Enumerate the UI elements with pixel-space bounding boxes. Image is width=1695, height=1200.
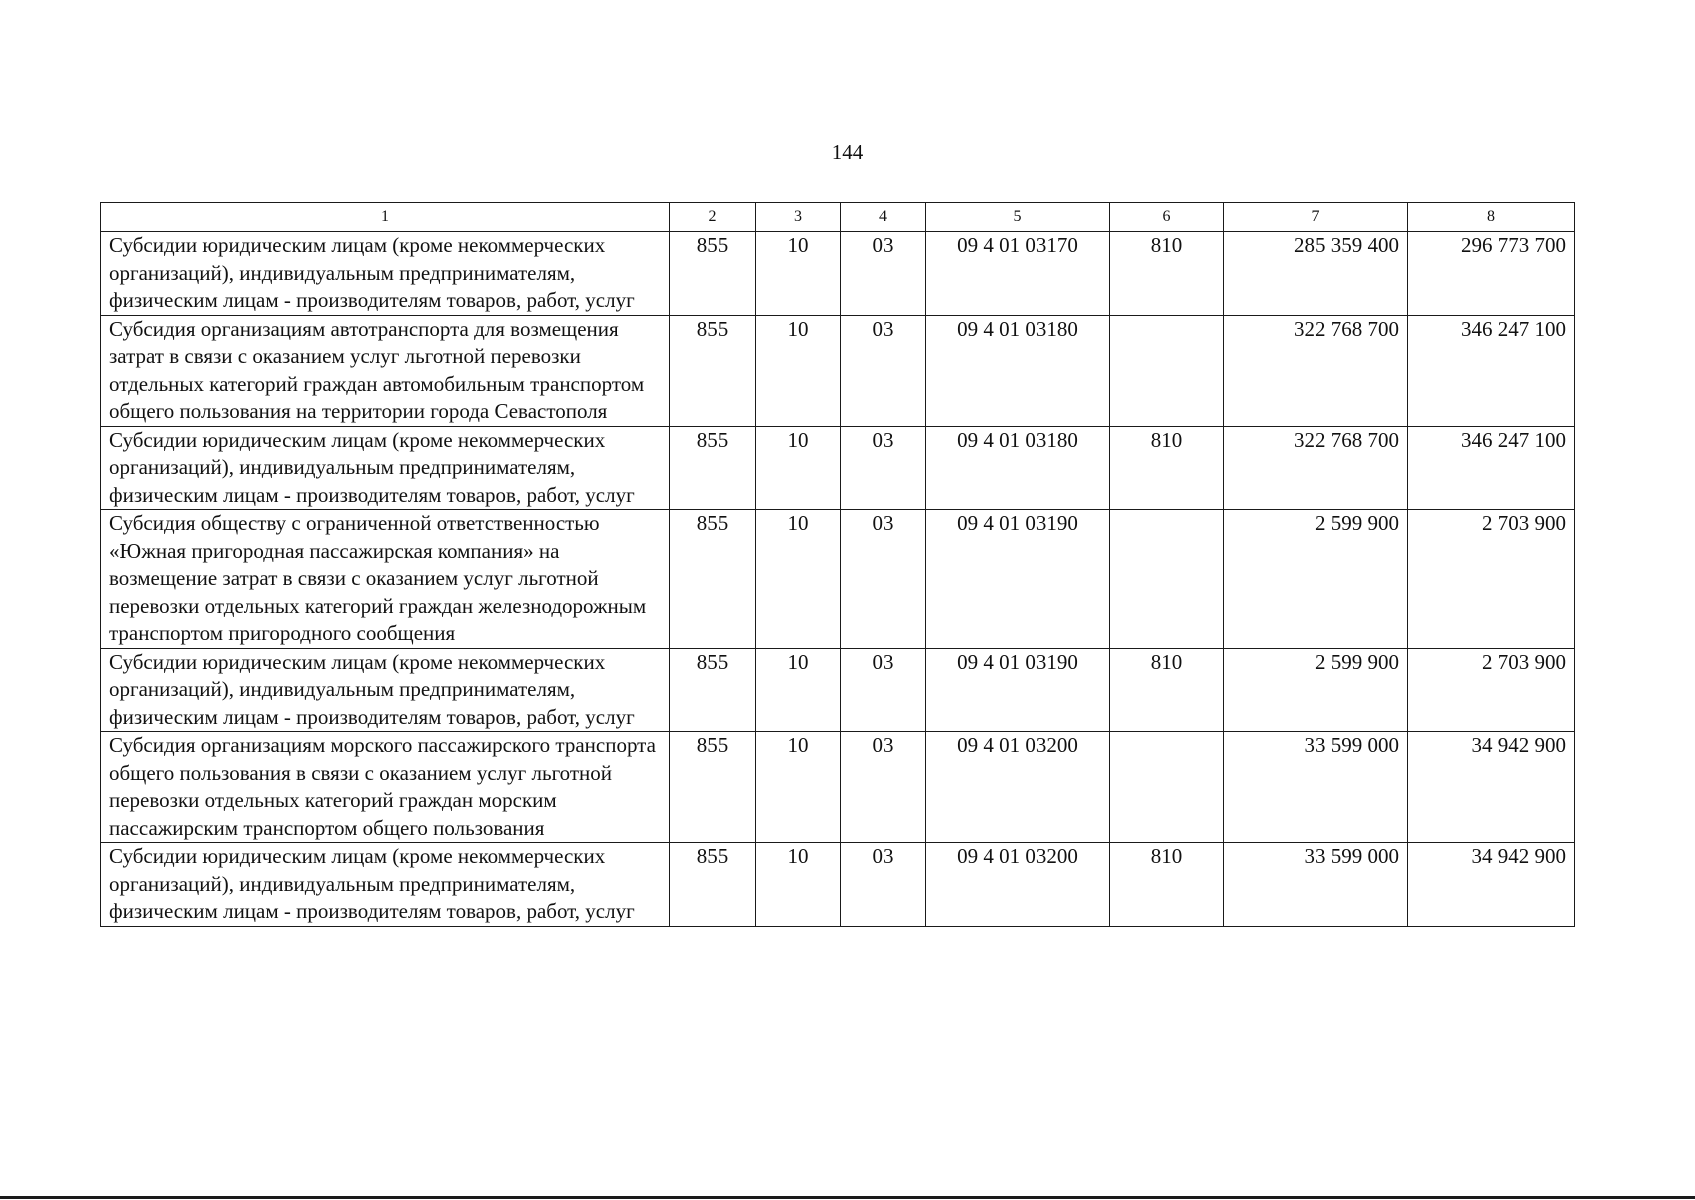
section-code: 10	[756, 315, 841, 426]
amount-column-8: 34 942 900	[1408, 732, 1575, 843]
amount-column-8: 346 247 100	[1408, 315, 1575, 426]
expense-type-code: 810	[1110, 426, 1224, 510]
subsection-code: 03	[841, 843, 926, 927]
target-article-code: 09 4 01 03190	[926, 648, 1110, 732]
ministry-code: 855	[670, 732, 756, 843]
section-code: 10	[756, 426, 841, 510]
expense-name: Субсидии юридическим лицам (кроме некоммерческих организаций), индивидуальным предпринимателям, физическим лицам - производителям товаров, работ, услуг	[101, 426, 670, 510]
ministry-code: 855	[670, 510, 756, 649]
amount-column-8: 346 247 100	[1408, 426, 1575, 510]
expense-type-code: 810	[1110, 232, 1224, 316]
subsection-code: 03	[841, 315, 926, 426]
amount-column-8: 296 773 700	[1408, 232, 1575, 316]
amount-column-7: 322 768 700	[1224, 426, 1408, 510]
expense-name: Субсидии юридическим лицам (кроме некоммерческих организаций), индивидуальным предпринимателям, физическим лицам - производителям товаров, работ, услуг	[101, 648, 670, 732]
amount-column-7: 2 599 900	[1224, 648, 1408, 732]
expense-name: Субсидия организациям морского пассажирского транспорта общего пользования в связи с оказанием услуг льготной перевозки отдельных категорий граждан морским пассажирским транспортом общего пользования	[101, 732, 670, 843]
section-code: 10	[756, 843, 841, 927]
table-row	[101, 732, 1575, 843]
table-row	[101, 510, 1575, 649]
expense-type-code: 810	[1110, 843, 1224, 927]
section-code: 10	[756, 648, 841, 732]
subsection-code: 03	[841, 426, 926, 510]
expense-type-code	[1110, 315, 1224, 426]
section-code: 10	[756, 732, 841, 843]
amount-column-8: 2 703 900	[1408, 510, 1575, 649]
ministry-code: 855	[670, 648, 756, 732]
subsection-code: 03	[841, 510, 926, 649]
column-header-6: 6	[1110, 203, 1224, 232]
amount-column-7: 285 359 400	[1224, 232, 1408, 316]
table-header-row	[101, 203, 1575, 232]
page-number: 144	[831, 140, 864, 164]
amount-column-8: 2 703 900	[1408, 648, 1575, 732]
target-article-code: 09 4 01 03170	[926, 232, 1110, 316]
target-article-code: 09 4 01 03180	[926, 426, 1110, 510]
amount-column-7: 2 599 900	[1224, 510, 1408, 649]
column-header-3: 3	[756, 203, 841, 232]
column-header-5: 5	[926, 203, 1110, 232]
target-article-code: 09 4 01 03200	[926, 732, 1110, 843]
table-row	[101, 232, 1575, 316]
target-article-code: 09 4 01 03180	[926, 315, 1110, 426]
section-code: 10	[756, 232, 841, 316]
expense-type-code	[1110, 510, 1224, 649]
expense-name: Субсидии юридическим лицам (кроме некоммерческих организаций), индивидуальным предпринимателям, физическим лицам - производителям товаров, работ, услуг	[101, 232, 670, 316]
amount-column-8: 34 942 900	[1408, 843, 1575, 927]
ministry-code: 855	[670, 426, 756, 510]
column-header-4: 4	[841, 203, 926, 232]
column-header-2: 2	[670, 203, 756, 232]
ministry-code: 855	[670, 315, 756, 426]
column-header-1: 1	[101, 203, 670, 232]
table-row	[101, 426, 1575, 510]
expense-name: Субсидия организациям автотранспорта для возмещения затрат в связи с оказанием услуг льготной перевозки отдельных категорий граждан автомобильным транспортом общего пользования на территории города Севастополя	[101, 315, 670, 426]
subsection-code: 03	[841, 648, 926, 732]
budget-table	[100, 202, 1575, 927]
table-row	[101, 315, 1575, 426]
section-code: 10	[756, 510, 841, 649]
target-article-code: 09 4 01 03190	[926, 510, 1110, 649]
expense-name: Субсидия обществу с ограниченной ответственностью «Южная пригородная пассажирская компания» на возмещение затрат в связи с оказанием услуг льготной перевозки отдельных категорий граждан железнодорожным транспортом пригородного сообщения	[101, 510, 670, 649]
expense-type-code	[1110, 732, 1224, 843]
subsection-code: 03	[841, 732, 926, 843]
scan-bottom-edge	[0, 1196, 1695, 1199]
table-row	[101, 843, 1575, 927]
subsection-code: 03	[841, 232, 926, 316]
amount-column-7: 33 599 000	[1224, 732, 1408, 843]
amount-column-7: 322 768 700	[1224, 315, 1408, 426]
ministry-code: 855	[670, 232, 756, 316]
table-row	[101, 648, 1575, 732]
column-header-7: 7	[1224, 203, 1408, 232]
amount-column-7: 33 599 000	[1224, 843, 1408, 927]
expense-name: Субсидии юридическим лицам (кроме некоммерческих организаций), индивидуальным предпринимателям, физическим лицам - производителям товаров, работ, услуг	[101, 843, 670, 927]
target-article-code: 09 4 01 03200	[926, 843, 1110, 927]
column-header-8: 8	[1408, 203, 1575, 232]
ministry-code: 855	[670, 843, 756, 927]
expense-type-code: 810	[1110, 648, 1224, 732]
